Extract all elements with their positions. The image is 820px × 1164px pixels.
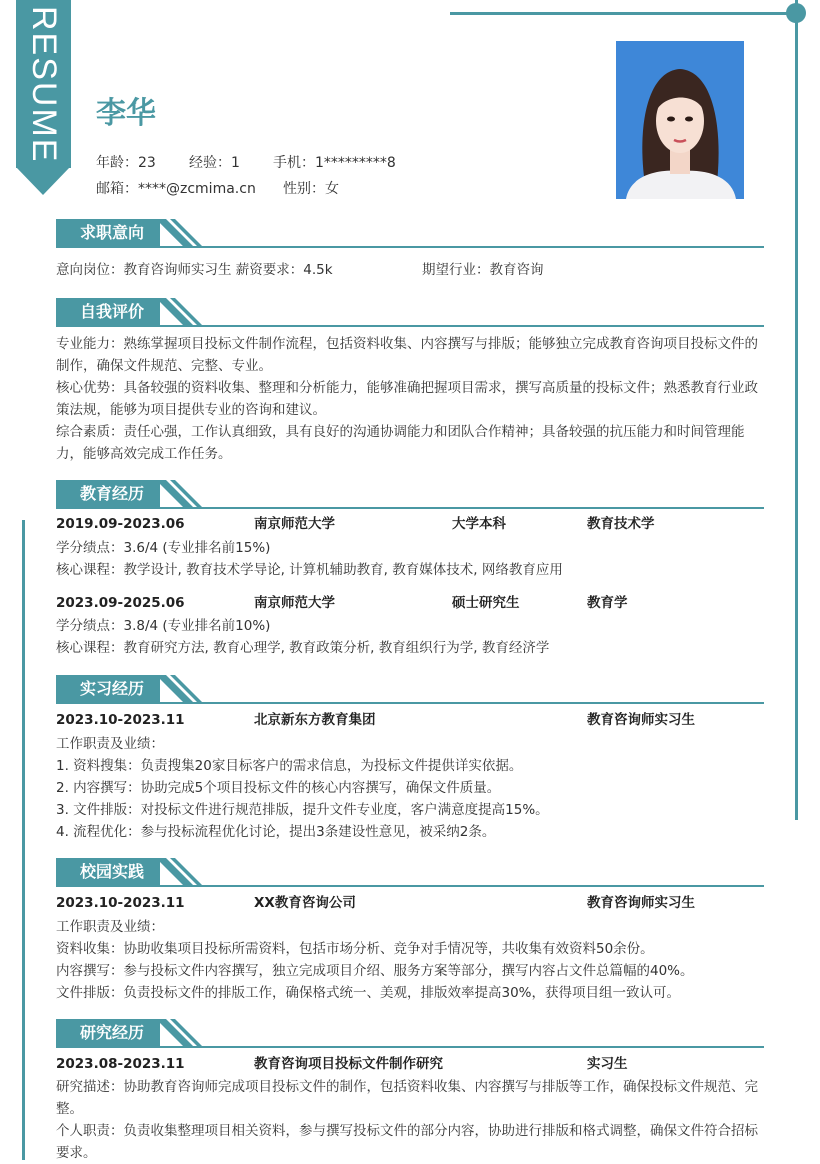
age-field: 年龄：23	[96, 155, 156, 171]
resume-label: RESUME	[25, 6, 63, 164]
section-title: 求职意向	[56, 219, 160, 247]
self-eval-line: 综合素质：责任心强，工作认真细致，具有良好的沟通协调能力和团队合作精神；具备较强的抗压能力和时间管理能力，能够高效完成工作任务。	[56, 424, 745, 462]
section-header-campus	[56, 858, 764, 887]
section-title: 实习经历	[56, 675, 160, 703]
section-header-self	[56, 298, 764, 327]
right-rule	[795, 0, 798, 820]
edu-item: 2019.09-2023.06 南京师范大学 大学本科 教育技术学 学分绩点：3.6/4 (专业排名前15%) 核心课程：教学设计, 教育技术学导论, 计算机辅助教育, 教育媒体技术, 网络教育应用	[56, 516, 655, 578]
stripe-decoration	[156, 298, 206, 326]
section-header-edu	[56, 480, 764, 509]
self-eval-line: 核心优势：具备较强的资料收集、整理和分析能力，能够准确把握项目需求，撰写高质量的投标文件；熟悉教育行业政策法规，能够为项目提供专业的咨询和建议。	[56, 380, 758, 418]
research-item: 2023.08-2023.11 教育咨询项目投标文件制作研究 实习生 研究描述：协助教育咨询师完成项目投标文件的制作，包括资料收集、内容撰写与排版等工作，确保投标文件规范、完整。 个人职责：负责收集整理项目相关资料，参与撰写投标文件的部分内容，协助进行排版和格式调整，确保文件符合招标要求。	[56, 1056, 758, 1161]
section-title: 自我评价	[56, 298, 160, 326]
resume-tag-arrow	[16, 167, 70, 195]
stripe-decoration	[156, 858, 206, 886]
section-header-intent	[56, 219, 764, 248]
stripe-decoration	[156, 219, 206, 247]
stripe-decoration	[156, 675, 206, 703]
self-eval-content	[56, 333, 766, 465]
stripe-decoration	[156, 480, 206, 508]
email-field: 邮箱：****@zcmima.cn	[96, 181, 256, 197]
section-header-intern	[56, 675, 764, 704]
edu-item: 2023.09-2025.06 南京师范大学 硕士研究生 教育学 学分绩点：3.8/4 (专业排名前10%) 核心课程：教育研究方法, 教育心理学, 教育政策分析, 教育组织行为学, 教育经济学	[56, 595, 628, 656]
section-title: 教育经历	[56, 480, 160, 508]
top-rule	[450, 12, 796, 15]
profile-photo	[616, 41, 744, 199]
campus-item: 2023.10-2023.11 XX教育咨询公司 教育咨询师实习生 工作职责及业绩： 资料收集：协助收集项目投标所需资料，包括市场分析、竞争对手情况等，共收集有效资料50余份。 内容撰写：参与投标文件内容撰写，独立完成项目介绍、服务方案等部分，撰写内容占文件总篇幅的40%。 文件排版：负责投标文件的排版工作，确保格式统一、美观，排版效率提高30%，获得项目组一致认可。	[56, 895, 695, 1001]
intern-item: 2023.10-2023.11 北京新东方教育集团 教育咨询师实习生 工作职责及业绩： 1. 资料搜集：负责搜集20家目标客户的需求信息，为投标文件提供详实依据。 2. 内容撰写：协助完成5个项目投标文件的核心内容撰写，确保文件质量。 3. 文件排版：对投标文件进行规范排版，提升文件专业度，客户满意度提高15%。 4. 流程优化：参与投标流程优化讨论，提出3条建设性意见，被采纳2条。	[56, 712, 695, 840]
section-title: 校园实践	[56, 858, 160, 886]
stripe-decoration	[156, 1019, 206, 1047]
self-eval-line: 专业能力：熟练掌握项目投标文件制作流程，包括资料收集、内容撰写与排版；能够独立完成教育咨询项目投标文件的制作，确保文件规范、完整、专业。	[56, 336, 758, 374]
left-rule	[22, 520, 25, 1160]
phone-field: 手机：1*********8	[273, 155, 396, 171]
section-header-research	[56, 1019, 764, 1048]
gender-field: 性别：女	[283, 181, 339, 197]
candidate-name: 李华	[96, 96, 156, 131]
experience-field: 经验：1	[189, 155, 240, 171]
intent-content: 意向岗位：教育咨询师实习生 薪资要求：4.5k 期望行业：教育咨询	[56, 262, 544, 278]
section-title: 研究经历	[56, 1019, 160, 1047]
